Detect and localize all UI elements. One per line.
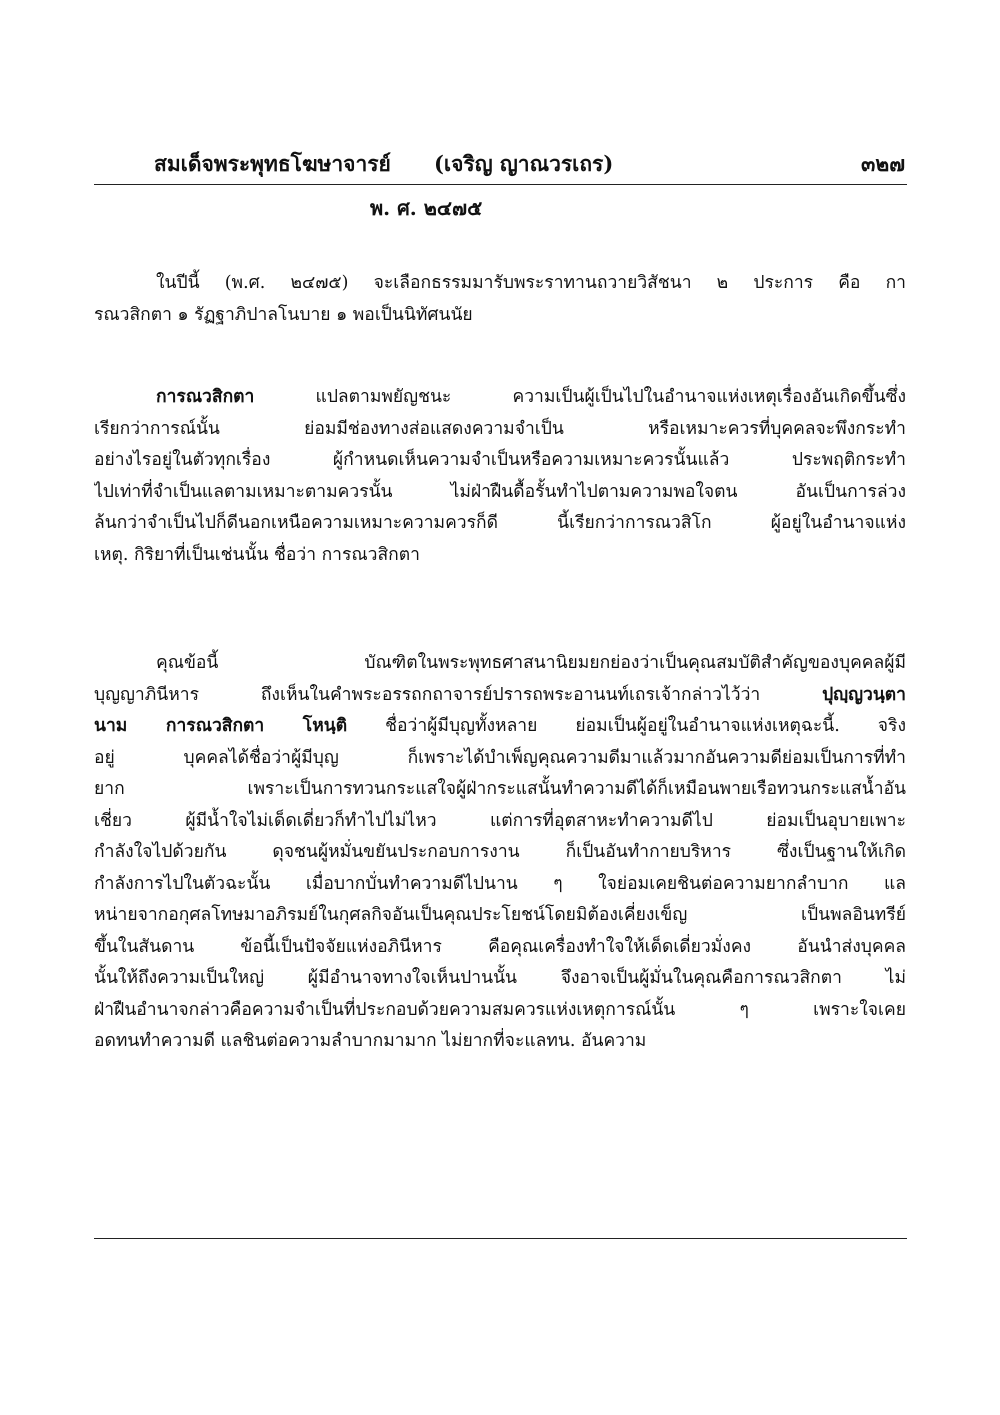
merit-line-5: ยาก เพราะเป็นการทวนกระแสใจผู้ฝ่ากระแสนั้นทำความดีได้ก็เหมือนพายเรือทวนกระแสน้ำอัน: [94, 779, 906, 799]
merit-line-6: เชี่ยว ผู้มีน้ำใจไม่เด็ดเดี่ยวก็ทำไปไม่ไหว แต่การที่อุตสาหะทำความดีไป ย่อมเป็นอุบายเพาะ: [94, 810, 906, 831]
merit-line-8: กำลังการไปในตัวฉะนั้น เมื่อบากบั่นทำความดีไปนาน ๆ ใจย่อมเคยชินต่อความยากลำบาก แล: [94, 873, 906, 894]
merit-line-7: กำลังใจไปด้วยกัน ดุจชนผู้หมั่นขยันประกอบการงาน ก็เป็นอันทำกายบริหาร ซึ่งเป็นฐานให้เกิด: [94, 842, 906, 862]
running-header: [94, 142, 907, 185]
year-heading: พ. ศ. ๒๔๗๕: [370, 196, 483, 220]
paragraph-intro: [94, 268, 906, 331]
merit-line-9: หน่ายจากอกุศลโทษมาอภิรมย์ในกุศลกิจอันเป็นคุณประโยชน์โดยมิต้องเคี่ยงเข็ญ เป็นพลอินทรีย์: [94, 905, 906, 925]
merit-line-10: ขึ้นในสันดาน ข้อนี้เป็นปัจจัยแห่งอภินีหาร คือคุณเครื่องทำใจให้เด็ดเดี่ยวมั่งคง อันนำส่งบุคคล: [94, 936, 906, 957]
merit-line-2-text: บุญญาภินีหาร ถึงเห็นในคำพระอรรถกถาจารย์ปรารถพระอานนท์เถรเจ้ากล่าวไว้ว่า: [94, 684, 823, 705]
intro-line-2: รณวสิกตา ๑ รัฏฐาภิปาลโนบาย ๑ พอเป็นนิทัศนนัย: [94, 304, 473, 325]
merit-line-1: คุณข้อนี้ บัณฑิตในพระพุทธศาสนานิยมยกย่องว่าเป็นคุณสมบัติสำคัญของบุคคลผู้มี: [156, 653, 906, 673]
pali-term-1: ปุญฺญวนฺตา: [822, 684, 906, 705]
karana-line-6: เหตุ. กิริยาที่เป็นเช่นนั้น ชื่อว่า การณวสิกตา: [94, 544, 420, 565]
footer-divider: [94, 1238, 907, 1239]
karana-line-4: ไปเท่าที่จำเป็นแลตามเหมาะตามควรนั้น ไม่ฝ่าฝืนดื้อรั้นทำไปตามความพอใจตน อันเป็นการล่วง: [94, 481, 906, 502]
merit-line-11: นั้นให้ถึงความเป็นใหญ่ ผู้มีอำนาจทางใจเห็นปานนั้น จึงอาจเป็นผู้มั่นในคุณคือการณวสิกตา ไม่: [94, 968, 906, 988]
merit-line-3-text: ชื่อว่าผู้มีบุญทั้งหลาย ย่อมเป็นผู้อยู่ในอำนาจแห่งเหตุฉะนี้. จริง: [347, 716, 906, 736]
header-title: สมเด็จพระพุทธโฆษาจารย์: [154, 151, 391, 176]
merit-line-2: [94, 680, 906, 712]
merit-line-3: [94, 711, 906, 743]
karana-line-1: [94, 382, 906, 414]
karana-line-3: อย่างไรอยู่ในตัวทุกเรื่อง ผู้กำหนดเห็นความจำเป็นหรือความเหมาะควรนั้นแล้ว ประพฤติกระทำ: [94, 450, 906, 470]
page-number: ๓๒๗: [861, 151, 905, 176]
pali-term-2: นาม การณวสิกตา โหนฺติ: [94, 716, 348, 736]
merit-line-13: อดทนทำความดี แลชินต่อความลำบากมามาก ไม่ยากที่จะแลทน. อันความ: [94, 1031, 647, 1051]
header-subtitle: (เจริญ ญาณวรเถร): [434, 151, 614, 176]
karana-line-1-text: แปลตามพยัญชนะ ความเป็นผู้เป็นไปในอำนาจแห่งเหตุเรื่องอันเกิดขึ้นซึ่ง: [254, 387, 906, 407]
paragraph-karana: [94, 382, 906, 571]
intro-line-1: ในปีนี้ (พ.ศ. ๒๔๗๕) จะเลือกธรรมมารับพระราทานถวายวิสัชนา ๒ ประการ คือ กา: [156, 273, 906, 293]
merit-line-4: อยู่ บุคคลได้ชื่อว่าผู้มีบุญ ก็เพราะได้บำเพ็ญคุณความดีมาแล้วมากอันความดีย่อมเป็นการที่ทำ: [94, 747, 906, 768]
karana-line-5: ล้นกว่าจำเป็นไปก็ดีนอกเหนือความเหมาะความควรก็ดี นี้เรียกว่าการณวสิโก ผู้อยู่ในอำนาจแห่ง: [94, 513, 906, 533]
merit-line-12: ฝ่าฝืนอำนาจกล่าวคือความจำเป็นที่ประกอบด้วยความสมควรแห่งเหตุการณ์นั้น ๆ เพราะใจเคย: [94, 999, 906, 1020]
karana-line-2: เรียกว่าการณ์นั้น ย่อมมีช่องทางส่อแสดงความจำเป็น หรือเหมาะควรที่บุคคลจะพึงกระทำ: [94, 418, 906, 439]
paragraph-merit: [94, 648, 906, 1058]
karana-term: การณวสิกตา: [156, 387, 255, 407]
